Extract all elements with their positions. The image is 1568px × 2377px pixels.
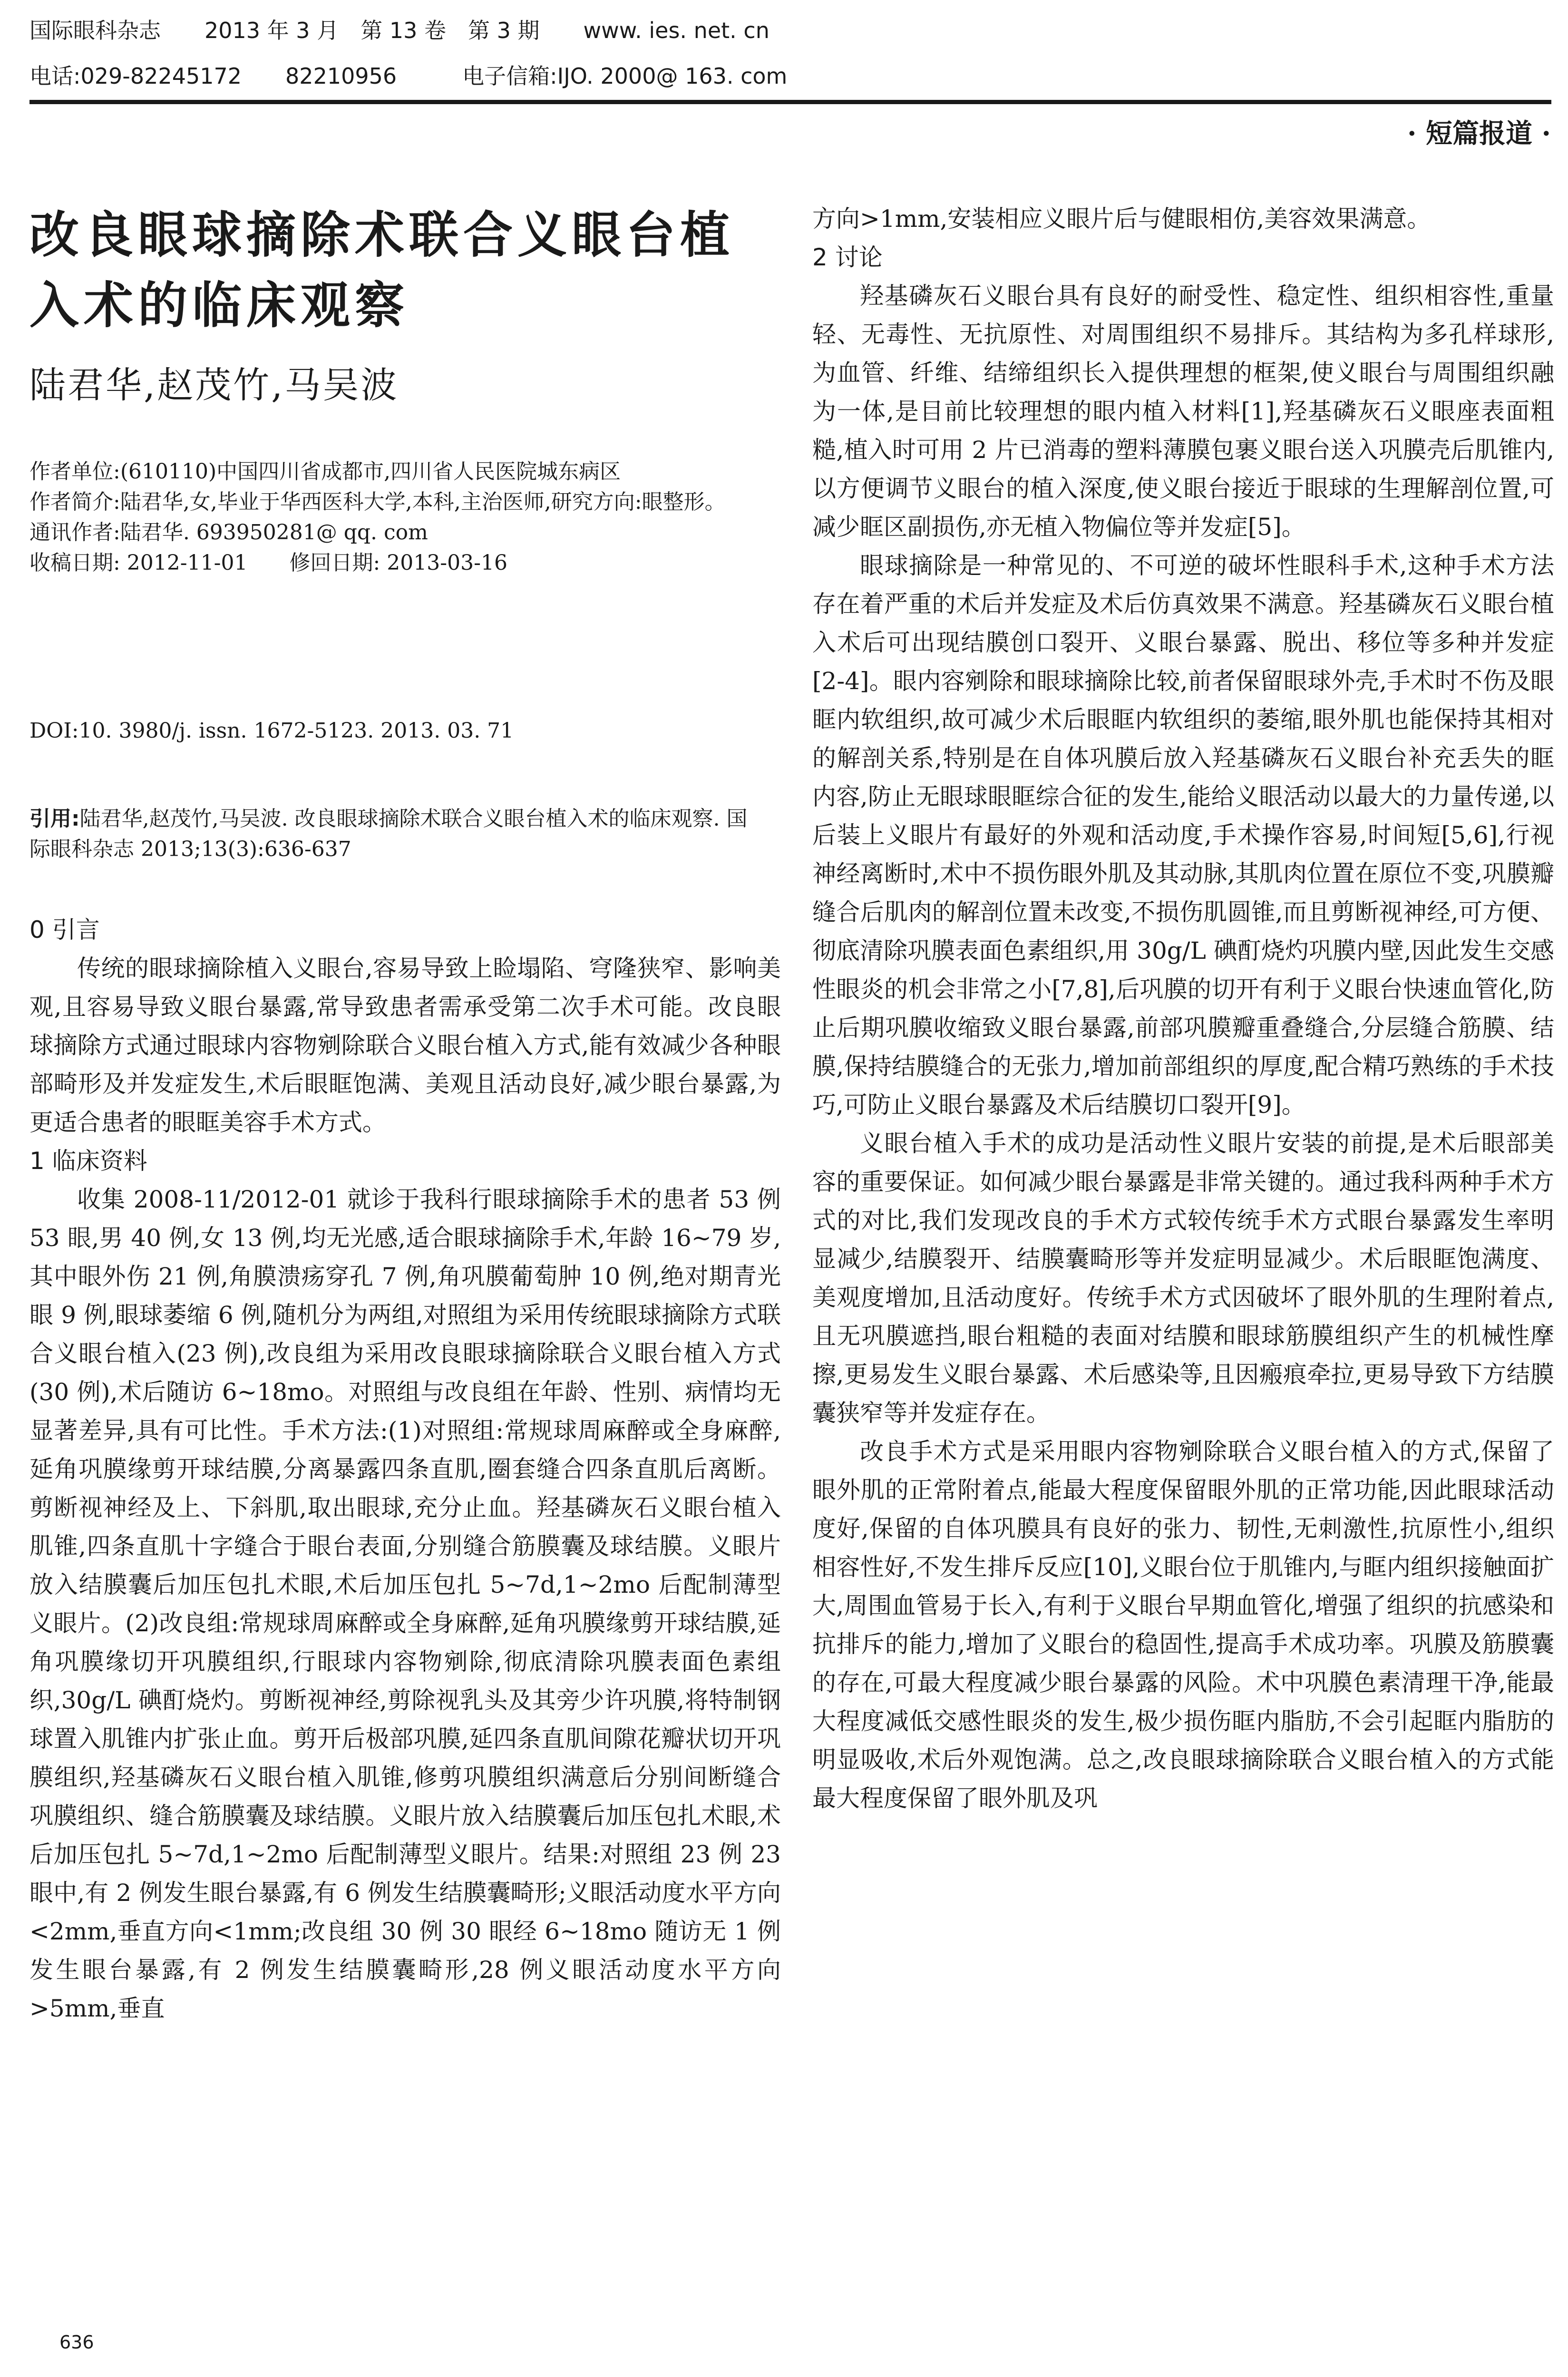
received-dates: 收稿日期: 2012-11-01 修回日期: 2013-03-16 xyxy=(29,551,507,575)
journal-website: www. ies. net. cn xyxy=(583,18,769,43)
discussion-paragraph-4: 改良手术方式是采用眼内容物剜除联合义眼台植入的方式,保留了眼外肌的正常附着点,能最大程度保留眼外肌的正常功能,因此眼球活动度好,保留的自体巩膜具有良好的张力、韧性,无刺激性,抗原性小,组织相容性好,不发生排斥反应[10],义眼台位于肌锥内,与眶内组织接触面扩大,周围血管易于长入,有利于义眼台早期血管化,增强了组织的抗感染和抗排斥的能力,增加了义眼台的稳固性,提高手术成功率。巩膜及筋膜囊的存在,可最大程度减少眼台暴露的风险。术中巩膜色素清理干净,能最大程度减低交感性眼炎的发生,极少损伤眶内脂肪,不会引起眶内脂肪的明显吸收,术后外观饱满。总之,改良眼球摘除联合义眼台植入的方式能最大程度保留了眼外肌及巩 xyxy=(812,1438,1554,1812)
left-column-body xyxy=(29,911,781,2028)
discussion-paragraph-1: 羟基磷灰石义眼台具有良好的耐受性、稳定性、组织相容性,重量轻、无毒性、无抗原性、对周围组织不易排斥。其结构为多孔样球形,为血管、纤维、结缔组织长入提供理想的框架,使义眼台与周围组织融为一体,是目前比较理想的眼内植入材料[1],羟基磷灰石义眼座表面粗糙,植入时可用 2 片已消毒的塑料薄膜包裹义眼台送入巩膜壳后肌锥内,以方便调节义眼台的植入深度,使义眼台接近于眼球的生理解剖位置,可减少眶区副损伤,亦无植入物偏位等并发症[5]。 xyxy=(812,282,1554,541)
journal-phone: 电话:029-82245172 82210956 xyxy=(29,63,397,89)
page-number: 636 xyxy=(59,2332,94,2353)
clinical-heading: 1 临床资料 xyxy=(29,1147,147,1175)
citation xyxy=(29,804,762,865)
journal-name: 国际眼科杂志 xyxy=(29,18,161,43)
author-info xyxy=(29,457,762,578)
citation-text: 陆君华,赵茂竹,马吴波. 改良眼球摘除术联合义眼台植入术的临床观察. 国际眼科杂志 2013;13(3):636-637 xyxy=(29,807,748,861)
issue-info: 2013 年 3 月 第 13 卷 第 3 期 xyxy=(205,18,540,43)
discussion-heading: 2 讨论 xyxy=(812,244,883,271)
discussion-paragraph-2: 眼球摘除是一种常见的、不可逆的破坏性眼科手术,这种手术方法存在着严重的术后并发症及术后仿真效果不满意。羟基磷灰石义眼台植入术后可出现结膜创口裂开、义眼台暴露、脱出、移位等多种并发症[2-4]。眼内容剜除和眼球摘除比较,前者保留眼球外壳,手术时不伤及眼眶内软组织,故可减少术后眼眶内软组织的萎缩,眼外肌也能保持其相对的解剖关系,特别是在自体巩膜后放入羟基磷灰石义眼台补充丢失的眶内容,防止无眼球眼眶综合征的发生,能给义眼活动以最大的力量传递,以后装上义眼片有最好的外观和活动度,手术操作容易,时间短[5,6],行视神经离断时,术中不损伤眼外肌及其动脉,其肌肉位置在原位不变,巩膜瓣缝合后肌肉的解剖位置未改变,不损伤肌圆锥,而且剪断视神经,可方便、彻底清除巩膜表面色素组织,用 30g/L 碘酊烧灼巩膜内壁,因此发生交感性眼炎的机会非常之小[7,8],后巩膜的切开有利于义眼台快速血管化,防止后期巩膜收缩致义眼台暴露,前部巩膜瓣重叠缝合,分层缝合筋膜、结膜,保持结膜缝合的无张力,增加前部组织的厚度,配合精巧熟练的手术技巧,可防止义眼台暴露及术后结膜切口裂开[9]。 xyxy=(812,552,1554,1119)
affiliation: 作者单位:(610110)中国四川省成都市,四川省人民医院城东病区 xyxy=(29,459,621,484)
journal-header-line xyxy=(29,16,769,45)
correspondence: 通讯作者:陆君华. 693950281@ qq. com xyxy=(29,520,428,545)
intro-heading: 0 引言 xyxy=(29,916,100,944)
citation-label: 引用: xyxy=(29,807,80,831)
contact-header-line xyxy=(29,62,787,90)
doi: DOI:10. 3980/j. issn. 1672-5123. 2013. 03. 71 xyxy=(29,719,514,743)
journal-email: 电子信箱:IJO. 2000@ 163. com xyxy=(462,63,788,89)
author-bio: 作者简介:陆君华,女,毕业于华西医科大学,本科,主治医师,研究方向:眼整形。 xyxy=(29,490,726,514)
clinical-paragraph-continued: 方向>1mm,安装相应义眼片后与健眼相仿,美容效果满意。 xyxy=(812,205,1431,233)
right-column-body xyxy=(812,200,1554,1818)
clinical-paragraph: 收集 2008-11/2012-01 就诊于我科行眼球摘除手术的患者 53 例 53 眼,男 40 例,女 13 例,均无光感,适合眼球摘除手术,年龄 16~79 岁,其中眼外伤 21 例,角膜溃疡穿孔 7 例,角巩膜葡萄肿 10 例,绝对期青光眼 9 例,眼球萎缩 6 例,随机分为两组,对照组为采用传统眼球摘除方式联合义眼台植入(23 例),改良组为采用改良眼球摘除联合义眼台植入方式(30 例),术后随访 6~18mo。对照组与改良组在年龄、性别、病情均无显著差异,具有可比性。手术方法:(1)对照组:常规球周麻醉或全身麻醉,延角巩膜缘剪开球结膜,分离暴露四条直肌,圈套缝合四条直肌后离断。剪断视神经及上、下斜肌,取出眼球,充分止血。羟基磷灰石义眼台植入肌锥,四条直肌十字缝合于眼台表面,分别缝合筋膜囊及球结膜。义眼片放入结膜囊后加压包扎术眼,术后加压包扎 5~7d,1~2mo 后配制薄型义眼片。(2)改良组:常规球周麻醉或全身麻醉,延角巩膜缘剪开球结膜,延角巩膜缘切开巩膜组织,行眼球内容物剜除,彻底清除巩膜表面色素组织,30g/L 碘酊烧灼。剪断视神经,剪除视乳头及其旁少许巩膜,将特制钢球置入肌锥内扩张止血。剪开后极部巩膜,延四条直肌间隙花瓣状切开巩膜组织,羟基磷灰石义眼台植入肌锥,修剪巩膜组织满意后分别间断缝合巩膜组织、缝合筋膜囊及球结膜。义眼片放入结膜囊后加压包扎术眼,术后加压包扎 5~7d,1~2mo 后配制薄型义眼片。结果:对照组 23 例 23 眼中,有 2 例发生眼台暴露,有 6 例发生结膜囊畸形;义眼活动度水平方向<2mm,垂直方向<1mm;改良组 30 例 30 眼经 6~18mo 随访无 1 例发生眼台暴露,有 2 例发生结膜囊畸形,28 例义眼活动度水平方向>5mm,垂直 xyxy=(29,1186,781,2022)
discussion-paragraph-3: 义眼台植入手术的成功是活动性义眼片安装的前提,是术后眼部美容的重要保证。如何减少眼台暴露是非常关键的。通过我科两种手术方式的对比,我们发现改良的手术方式较传统手术方式眼台暴露发生率明显减少,结膜裂开、结膜囊畸形等并发症明显减少。术后眼眶饱满度、美观度增加,且活动度好。传统手术方式因破坏了眼外肌的生理附着点,且无巩膜遮挡,眼台粗糙的表面对结膜和眼球筋膜组织产生的机械性摩擦,更易发生义眼台暴露、术后感染等,且因瘢痕牵拉,更易导致下方结膜囊狭窄等并发症存在。 xyxy=(812,1130,1554,1427)
intro-paragraph: 传统的眼球摘除植入义眼台,容易导致上睑塌陷、穹隆狭窄、影响美观,且容易导致义眼台暴露,常导致患者需承受第二次手术可能。改良眼球摘除方式通过眼球内容物剜除联合义眼台植入方式,能有效减少各种眼部畸形及并发症发生,术后眼眶饱满、美观且活动良好,减少眼台暴露,为更适合患者的眼眶美容手术方式。 xyxy=(29,955,781,1136)
article-authors: 陆君华,赵茂竹,马吴波 xyxy=(29,364,399,406)
section-label: · 短篇报道 · xyxy=(1407,118,1551,149)
header-rule xyxy=(29,100,1551,104)
article-title: 改良眼球摘除术联合义眼台植入术的临床观察 xyxy=(29,206,735,334)
